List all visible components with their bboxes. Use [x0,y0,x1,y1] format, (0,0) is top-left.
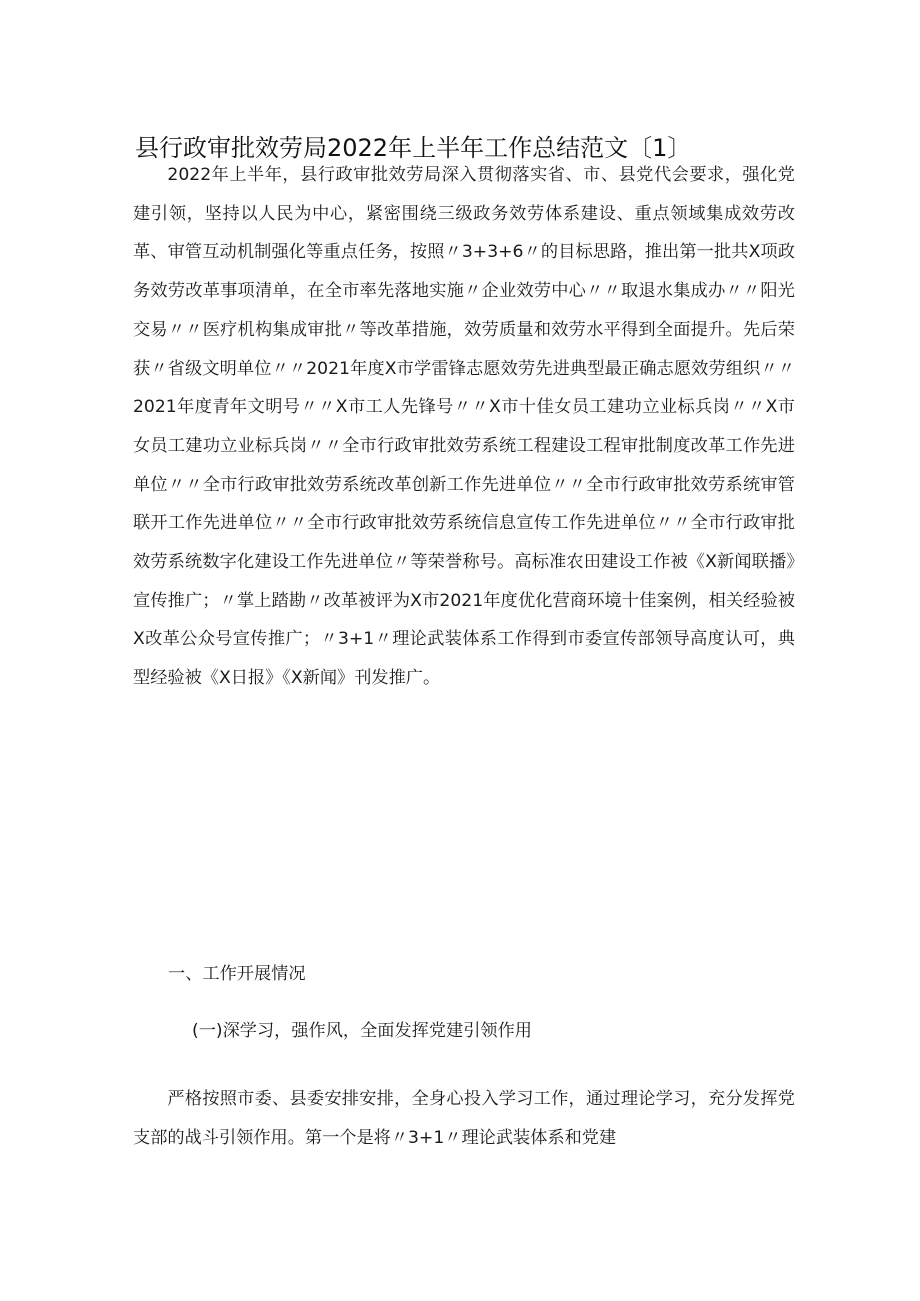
subsection-heading: (一)深学习，强作风，全面发挥党建引领作用 [192,1021,532,1041]
intro-paragraph: 2022年上半年，县行政审批效劳局深入贯彻落实省、市、县党代会要求，强化党建引领，坚持以人民为中心，紧密围绕三级政务效劳体系建设、重点领域集成效劳改革、审管互动机制强化等重点任务，按照〃3+3+6〃的目标思路，推出第一批共X项政务效劳改革事项清单，在全市率先落地实施〃企业效劳中心〃〃取退水集成办〃〃阳光交易〃〃医疗机构集成审批〃等改革措施，效劳质量和效劳水平得到全面提升。先后荣获〃省级文明单位〃〃2021年度X市学雷锋志愿效劳先进典型最正确志愿效劳组织〃〃2021年度青年文明号〃〃X市工人先锋号〃〃X市十佳女员工建功立业标兵岗〃〃X市女员工建功立业标兵岗〃〃全市行政审批效劳系统工程建设工程审批制度改革工作先进单位〃〃全市行政审批效劳系统改革创新工作先进单位〃〃全市行政审批效劳系统审管联开工作先进单位〃〃全市行政审批效劳系统信息宣传工作先进单位〃〃全市行政审批效劳系统数字化建设工作先进单位〃等荣誉称号。高标准农田建设工作被《X新闻联播》宣传推广；〃掌上踏勘〃改革被评为X市2021年度优化营商环境十佳案例，相关经验被X改革公众号宣传推广；〃3+1〃理论武装体系工作得到市委宣传部领导高度认可，典型经验被《X日报》《X新闻》刊发推广。 [133,165,795,689]
section-heading: 一、工作开展情况 [168,964,306,984]
body-paragraph: 严格按照市委、县委安排安排，全身心投入学习工作，通过理论学习，充分发挥党支部的战斗引领作用。第一个是将〃3+1〃理论武装体系和党建 [133,1089,795,1148]
document-title: 县行政审批效劳局2022年上半年工作总结范文〔1〕 [135,134,692,162]
